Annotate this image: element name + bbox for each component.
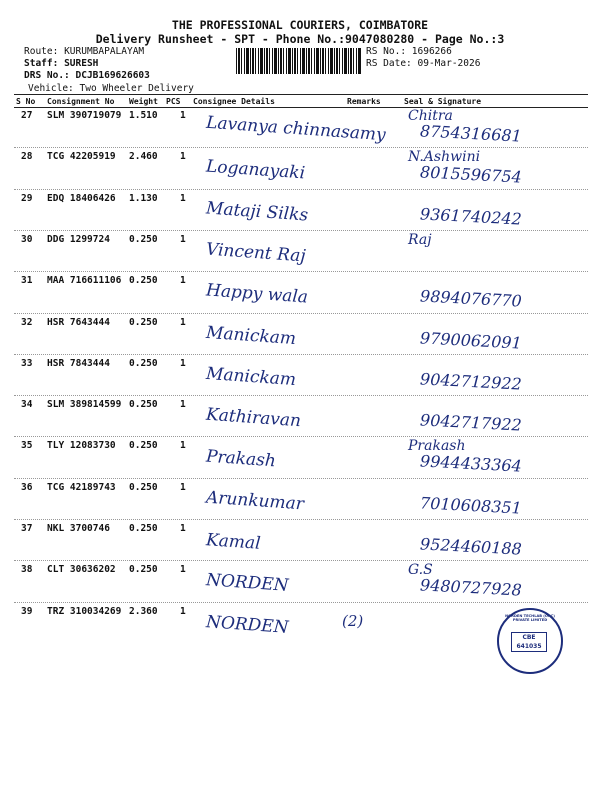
col-weight: Weight: [129, 97, 158, 106]
row-consignee-handwriting: NORDEN: [205, 611, 290, 638]
row-separator: [14, 230, 588, 231]
row-phone-handwriting: 9790062091: [419, 327, 523, 353]
row-consignment-no: TCG 42205919: [47, 151, 116, 163]
row-consignment-no: TLY 12083730: [47, 440, 116, 452]
row-sno: 28: [21, 151, 33, 163]
rs-date-value: 09-Mar-2026: [417, 58, 481, 69]
vehicle-row: [28, 83, 194, 94]
row-sno: 32: [21, 316, 33, 328]
row-consignment-no: TRZ 310034269: [47, 605, 122, 617]
row-pcs: 1: [180, 523, 186, 534]
row-phone-handwriting: 9894076770: [419, 286, 523, 311]
row-sno: 33: [21, 357, 33, 369]
row-pcs: 1: [180, 605, 186, 617]
row-separator: [14, 602, 588, 603]
row-consignee-handwriting: Manickam: [205, 322, 297, 349]
rs-no-label: RS No.:: [366, 46, 407, 57]
row-consignment-no: MAA 716611106: [47, 275, 122, 287]
row-separator: [14, 271, 588, 272]
row-weight: 0.250: [129, 481, 158, 493]
drs-value: DCJB169626603: [75, 70, 150, 81]
row-separator: [14, 147, 588, 148]
row-pcs: 1: [180, 357, 186, 369]
header-top-rule: [14, 94, 588, 95]
row-consignment-no: SLM 390719079: [47, 110, 122, 121]
row-consignment-no: TCG 42189743: [47, 481, 116, 493]
drs-row: [24, 70, 150, 81]
row-consignee-handwriting: Mataji Silks: [205, 198, 309, 226]
row-sno: 37: [21, 523, 33, 534]
row-separator: [14, 354, 588, 355]
row-pcs: 1: [180, 110, 186, 121]
row-phone-handwriting: 9480727928: [419, 575, 523, 600]
row-separator: [14, 519, 588, 520]
row-phone-handwriting: 8754316681: [419, 121, 523, 146]
row-pcs: 1: [180, 233, 186, 245]
row-separator: [14, 560, 588, 561]
row-phone-handwriting: 9042712922: [419, 369, 523, 394]
row-weight: 0.250: [129, 316, 158, 328]
rs-date-row: [366, 58, 480, 69]
header-bottom-rule: [14, 107, 588, 108]
row-signature: G.S: [408, 562, 433, 579]
route-value: KURUMBAPALAYAM: [64, 46, 145, 57]
row-consignment-no: HSR 7843444: [47, 357, 110, 369]
row-signature: Chitra: [408, 108, 453, 124]
row-signature: Prakash: [408, 438, 466, 455]
row-consignment-no: NKL 3700746: [47, 523, 110, 534]
company-title: THE PROFESSIONAL COURIERS, COIMBATORE: [171, 18, 429, 32]
row-consignment-no: HSR 7643444: [47, 316, 110, 328]
row-weight: 0.250: [129, 564, 158, 576]
route-label: Route:: [24, 46, 59, 57]
row-consignment-no: DDG 1299724: [47, 233, 110, 245]
row-phone-handwriting: 9361740242: [419, 203, 523, 229]
row-separator: [14, 395, 588, 396]
row-pcs: 1: [180, 399, 186, 411]
col-consignee: Consignee Details: [193, 97, 275, 106]
row-consignment-no: EDQ 18406426: [47, 192, 116, 204]
row-consignee-handwriting: Happy wala: [205, 280, 309, 308]
row-consignee-handwriting: Kamal: [205, 530, 262, 554]
row-consignee-handwriting: Kathiravan: [205, 404, 302, 432]
row-consignee-handwriting: Prakash: [205, 446, 277, 472]
row-separator: [14, 189, 588, 190]
row-pcs: 1: [180, 440, 186, 452]
row-consignment-no: SLM 389814599: [47, 399, 122, 411]
row-weight: 0.250: [129, 399, 158, 411]
row-phone-handwriting: 9042717922: [419, 410, 523, 435]
col-pcs: PCS: [166, 97, 181, 106]
row-weight: 0.250: [129, 523, 158, 534]
col-consignment: Consignment No: [47, 97, 115, 106]
row-separator: [14, 436, 588, 437]
row-pcs: 1: [180, 481, 186, 493]
row-consignee-handwriting: Arunkumar: [205, 487, 305, 515]
row-sno: 30: [21, 233, 33, 245]
row-pcs: 1: [180, 151, 186, 163]
count-annotation: (2): [342, 612, 364, 630]
row-weight: 0.250: [129, 440, 158, 452]
row-phone-handwriting: 7010608351: [419, 493, 523, 518]
staff-value: SURESH: [64, 58, 99, 69]
row-consignee-handwriting: Loganayaki: [205, 156, 306, 184]
drs-label: DRS No.:: [24, 70, 70, 81]
row-sno: 31: [21, 275, 33, 287]
row-sno: 27: [21, 110, 33, 121]
row-pcs: 1: [180, 316, 186, 328]
row-sno: 34: [21, 399, 33, 411]
row-phone-handwriting: 9524460188: [419, 534, 523, 559]
staff-row: [24, 58, 98, 69]
row-phone-handwriting: 8015596754: [419, 162, 523, 187]
row-weight: 2.460: [129, 151, 158, 163]
vehicle-label: Vehicle:: [28, 83, 74, 94]
row-weight: 2.360: [129, 605, 158, 617]
row-weight: 0.250: [129, 357, 158, 369]
row-weight: 1.130: [129, 192, 158, 204]
vehicle-value: Two Wheeler Delivery: [79, 83, 194, 94]
row-consignee-handwriting: Lavanya chinnasamy: [205, 112, 387, 146]
row-weight: 0.250: [129, 233, 158, 245]
stamp-pin: 641035: [516, 643, 542, 650]
row-consignee-handwriting: Manickam: [205, 363, 297, 390]
row-sno: 39: [21, 605, 33, 617]
rs-date-label: RS Date:: [366, 58, 412, 69]
runsheet-subtitle: Delivery Runsheet - SPT - Phone No.:9047080280 - Page No.:3: [95, 32, 505, 46]
row-weight: 1.510: [129, 110, 158, 121]
row-signature: Raj: [408, 231, 432, 248]
row-pcs: 1: [180, 275, 186, 287]
row-sno: 38: [21, 564, 33, 576]
row-pcs: 1: [180, 564, 186, 576]
row-weight: 0.250: [129, 275, 158, 287]
row-consignee-handwriting: Vincent Raj: [205, 239, 307, 267]
company-seal-stamp: [497, 608, 563, 674]
row-sno: 36: [21, 481, 33, 493]
row-consignee-handwriting: NORDEN: [205, 570, 290, 597]
stamp-center: [511, 632, 547, 652]
row-sno: 35: [21, 440, 33, 452]
route-row: [24, 46, 144, 57]
col-remarks: Remarks: [347, 97, 381, 106]
staff-label: Staff:: [24, 58, 59, 69]
col-sno: S No: [16, 97, 36, 106]
row-pcs: 1: [180, 192, 186, 204]
barcode-image: [236, 48, 362, 74]
rs-no-value: 1696266: [411, 46, 452, 57]
row-phone-handwriting: 9944433364: [419, 451, 523, 477]
row-separator: [14, 313, 588, 314]
row-separator: [14, 478, 588, 479]
rs-no-row: [366, 46, 452, 57]
row-consignment-no: CLT 30636202: [47, 564, 116, 576]
row-sno: 29: [21, 192, 33, 204]
row-signature: N.Ashwini: [408, 149, 481, 166]
stamp-city: CBE: [522, 634, 536, 641]
col-seal: Seal & Signature: [404, 97, 482, 106]
stamp-ring-text: NORDEN TECHLAB (OPC) PRIVATE LIMITED: [505, 614, 555, 622]
